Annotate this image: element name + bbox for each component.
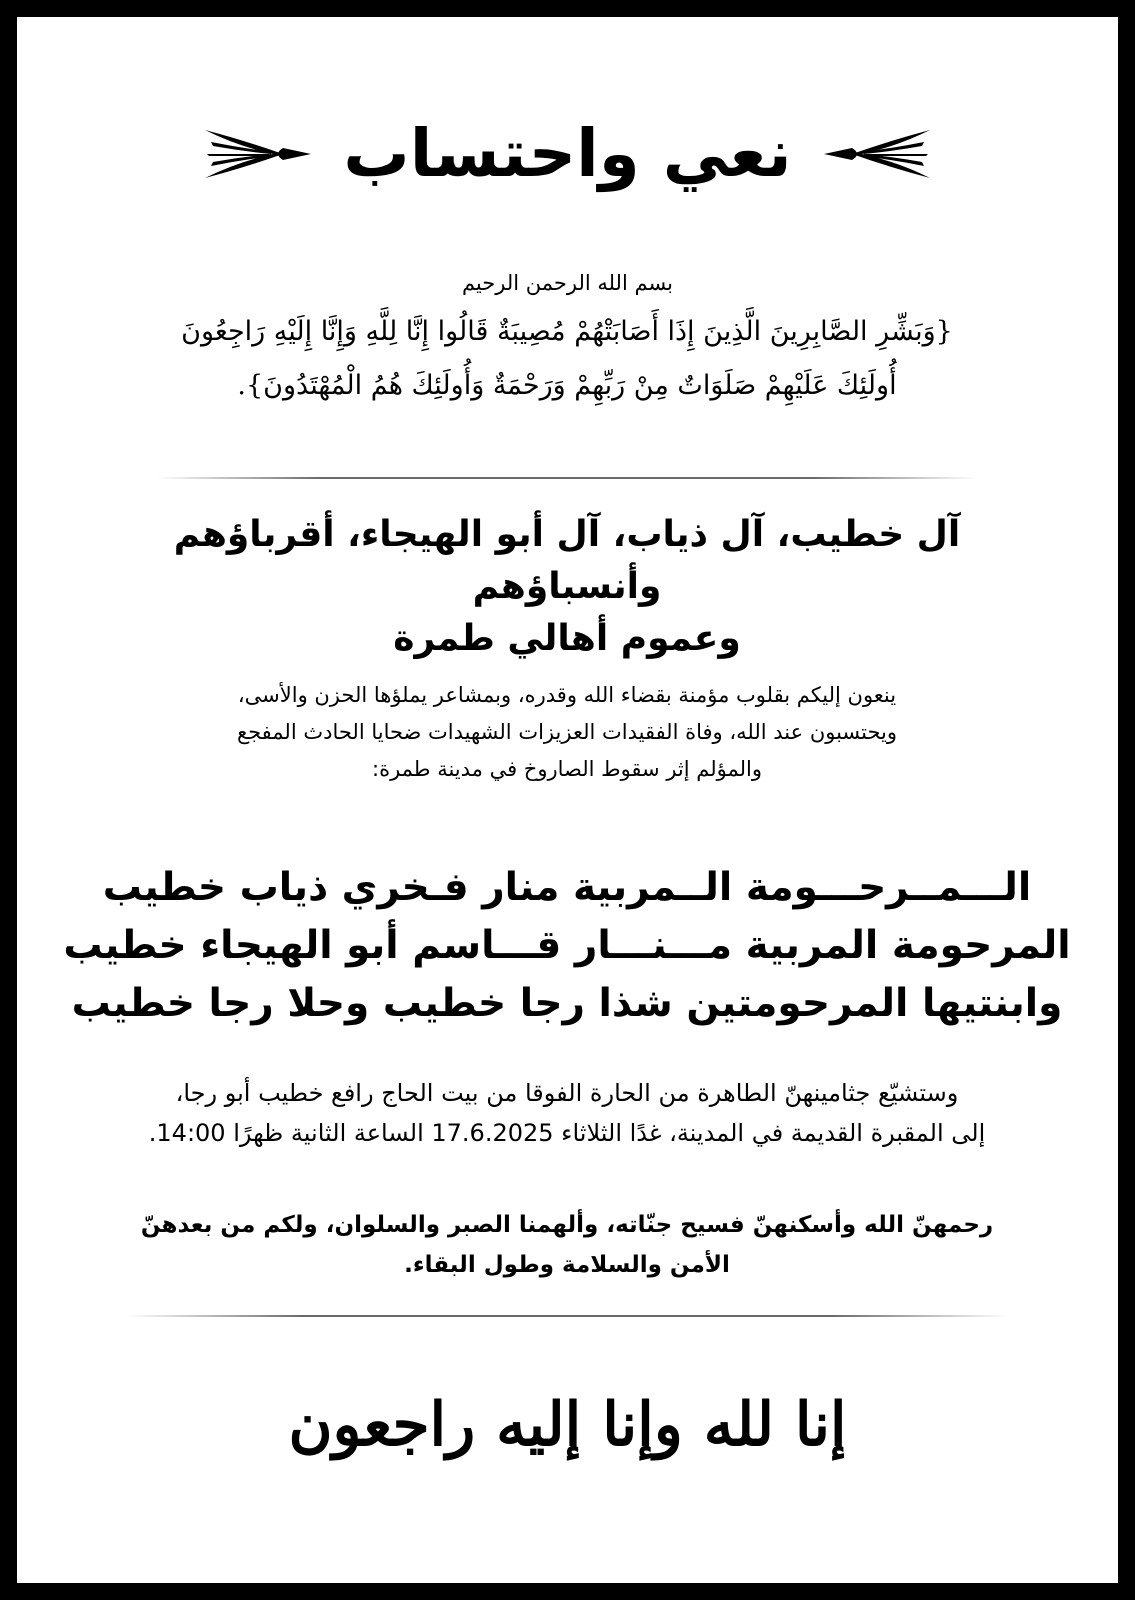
divider [127, 1315, 1007, 1317]
closing-line-2: الأمن والسلامة وطول البقاء. [404, 1252, 730, 1278]
deceased-line-3: وابنتيها المرحومتين شذا رجا خطيب وحلا رجا خطيب [71, 981, 1063, 1026]
families-heading [77, 509, 1057, 665]
announcement-line-3: والمؤلم إثر سقوط الصاروخ في مدينة طمرة: [372, 757, 762, 781]
closing-prayer [57, 1205, 1077, 1285]
page-title: نعي واحتساب [343, 115, 792, 192]
calligraphy-block [17, 1357, 1118, 1513]
verse-line-1: {وَبَشِّرِ الصَّابِرِينَ الَّذِينَ إِذَا أَصَابَتْهُمْ مُصِيبَةٌ قَالُوا إِنَّا لِلَّهِ وَإِنَّا إِلَيْهِ رَاجِعُونَ [181, 316, 953, 347]
funeral-details [57, 1073, 1077, 1153]
header [17, 109, 1118, 199]
verse-line-2: أُولَئِكَ عَلَيْهِمْ صَلَوَاتٌ مِنْ رَبِّهِمْ وَرَحْمَةٌ وَأُولَئِكَ هُمُ الْمُهْتَدُونَ}. [237, 370, 897, 401]
announcement-line-1: ينعون إليكم بقلوب مؤمنة بقضاء الله وقدره، وبمشاعر يملؤها الحزن والأسى، [237, 683, 897, 707]
families-line-1: آل خطيب، آل ذياب، آل أبو الهيجاء، أقرباؤهم وأنسباؤهم [173, 514, 961, 607]
flourish-ornament-icon [822, 126, 934, 182]
calligraphy-text: إنا لله وإنا إليه راجعون [288, 1390, 847, 1460]
families-line-2: وعموم أهالي طمرة [393, 618, 741, 659]
basmala: بسم الله الرحمن الرحيم [461, 271, 674, 295]
deceased-names [57, 859, 1077, 1033]
announcement [77, 677, 1057, 788]
divider [157, 477, 977, 479]
announcement-line-2: ويحتسبون عند الله، وفاة الفقيدات العزيزات الشهيدات ضحايا الحادث المفجع [236, 720, 898, 744]
funeral-line-1: وستشيّع جثامينهنّ الطاهرة من الحارة الفوقا من بيت الحاج رافع خطيب أبو رجا، [175, 1079, 959, 1107]
closing-line-1: رحمهنّ الله وأسكنهنّ فسيح جنّاته، وألهمنا الصبر والسلوان، ولكم من بعدهنّ [140, 1212, 994, 1238]
flourish-ornament-icon [201, 126, 313, 182]
funeral-line-2: إلى المقبرة القديمة في المدينة، غدًا الثلاثاء 17.6.2025 الساعة الثانية ظهرًا 14:00. [148, 1119, 986, 1147]
quran-verse [117, 305, 1017, 413]
obituary-page [17, 17, 1118, 1583]
deceased-line-1: الـــمــرحـــومة الــمربية منار فـخري ذياب خطيب [102, 865, 1032, 910]
deceased-line-2: المرحومة المربية مـــنـــار قـــاسم أبو الهيجاء خطيب [63, 923, 1071, 968]
